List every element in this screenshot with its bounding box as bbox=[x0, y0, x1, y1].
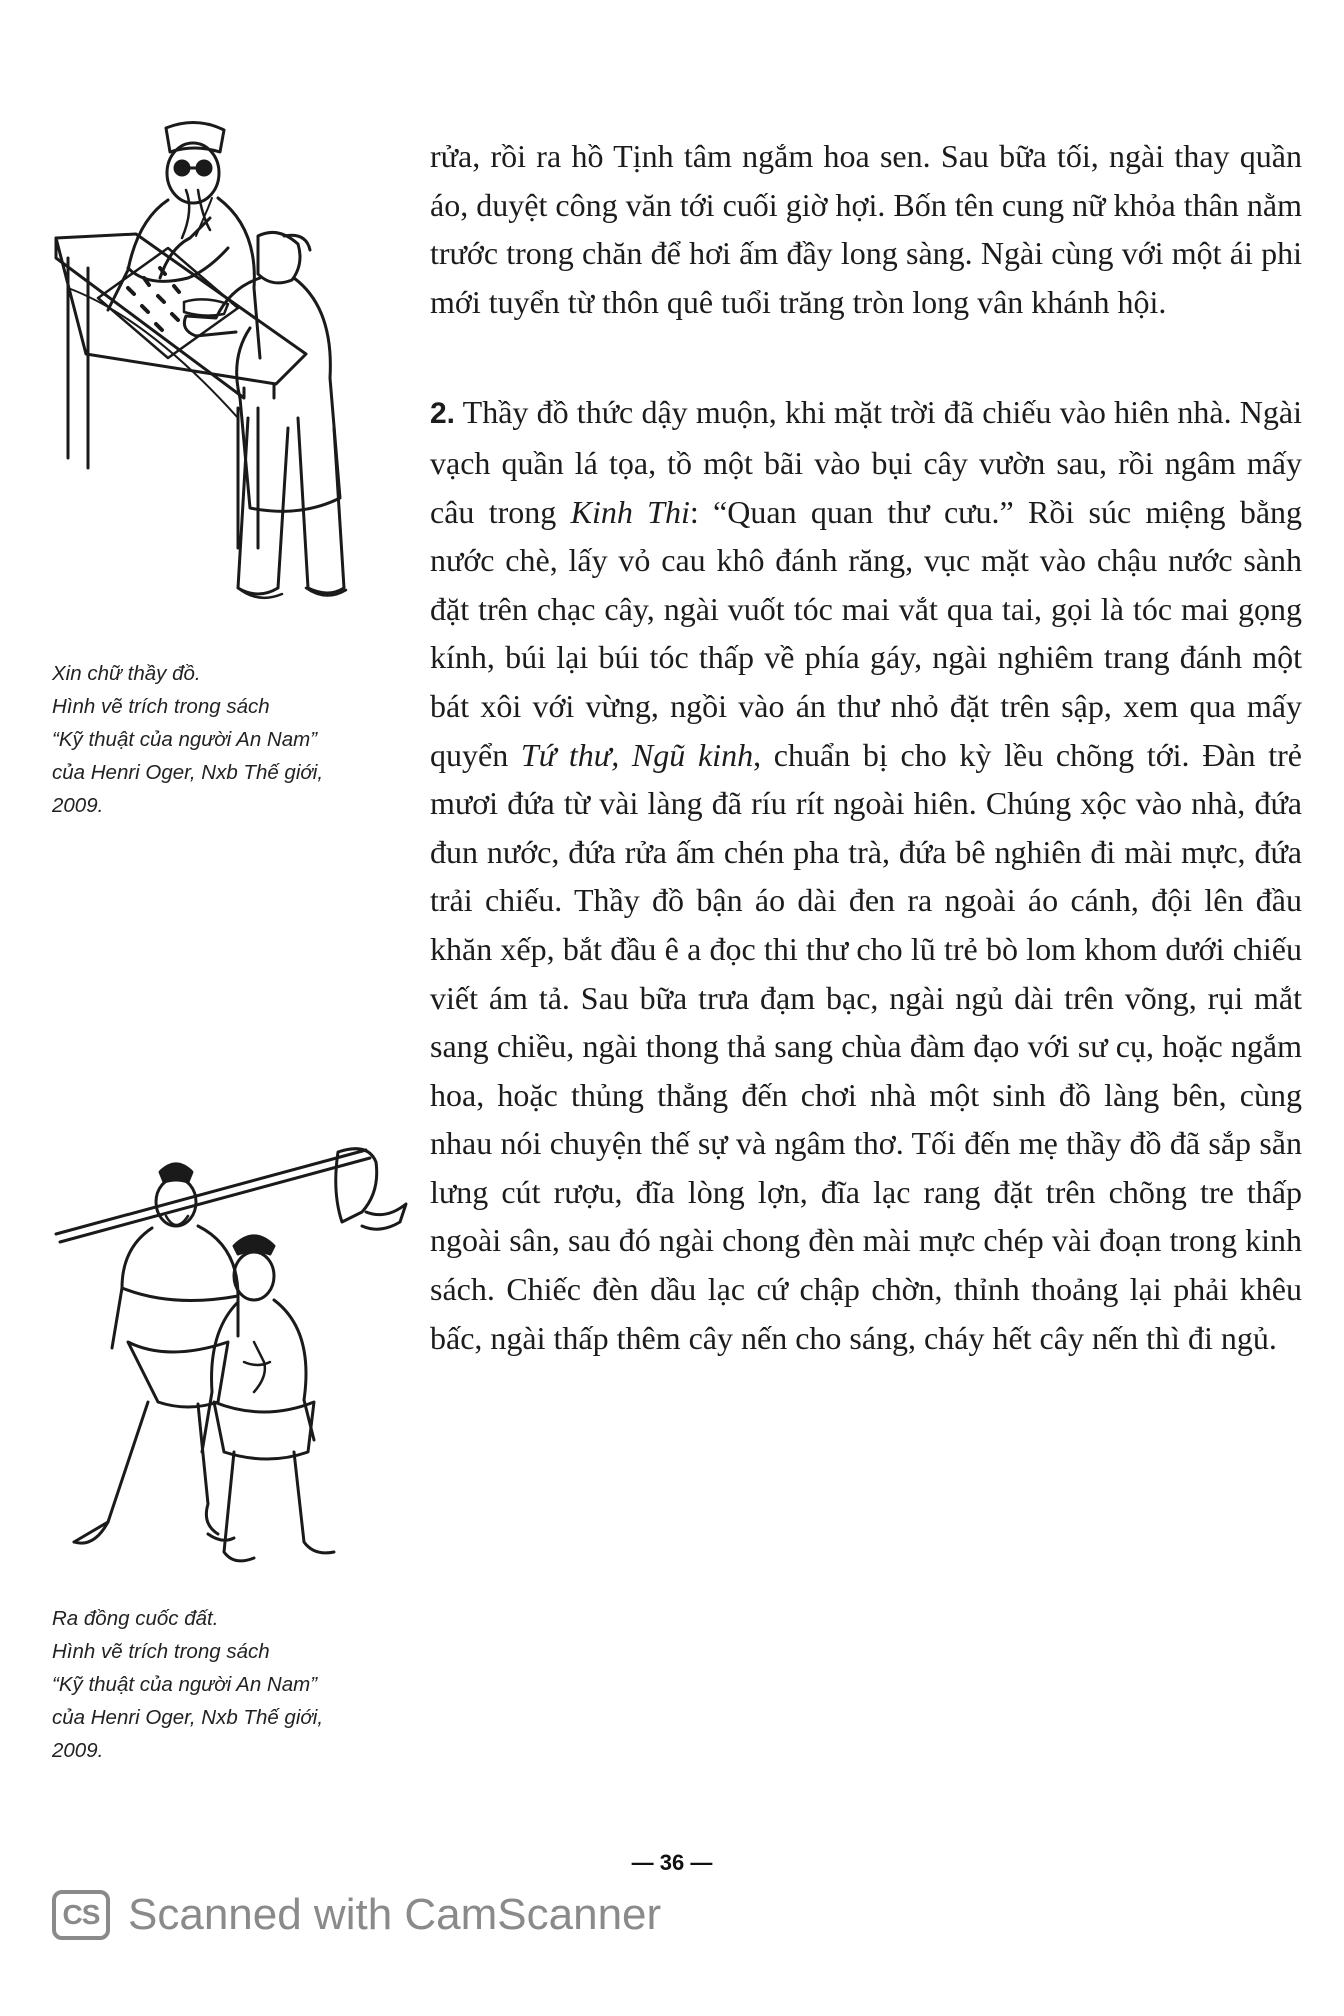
section-number: 2. bbox=[430, 397, 456, 431]
main-text bbox=[430, 132, 1302, 1362]
paragraph-text: : “Quan quan thư cưu.” Rồi súc miệng bằng nước chè, lấy vỏ cau khô đánh răng, vục mặt vào chậu nước sành đặt trên chạc cây, ngài vuốt tóc mai vắt qua tai, gọi là tóc mai gọng kính, búi lại búi tóc thấp về phía gáy, ngài nghiêm trang đánh một bát xôi với vừng, ngồi vào án thư nhỏ đặt trên sập, xem qua mấy quyển bbox=[430, 493, 1303, 773]
illustration-scholar-writing bbox=[48, 118, 388, 648]
caption-line: “Kỹ thuật của người An Nam” bbox=[52, 1673, 318, 1696]
camscanner-watermark bbox=[52, 1885, 661, 1945]
caption-line: Hình vẽ trích trong sách bbox=[52, 1640, 270, 1663]
caption-line: “Kỹ thuật của người An Nam” bbox=[52, 728, 318, 751]
caption-line: Ra đồng cuốc đất. bbox=[52, 1607, 219, 1630]
caption-scholar bbox=[52, 657, 382, 822]
caption-line: Xin chữ thầy đồ. bbox=[52, 662, 201, 685]
book-title-tu-thu: Tứ thư, Ngũ kinh bbox=[520, 736, 754, 773]
caption-field-workers bbox=[52, 1602, 382, 1767]
caption-line: của Henri Oger, Nxb Thế giới, bbox=[52, 1706, 324, 1729]
page-number: — 36 — bbox=[631, 1850, 713, 1875]
caption-line: Hình vẽ trích trong sách bbox=[52, 695, 270, 718]
caption-line: của Henri Oger, Nxb Thế giới, bbox=[52, 761, 324, 784]
watermark-text: Scanned with CamScanner bbox=[128, 1890, 662, 1939]
illustration-field-workers bbox=[48, 1142, 408, 1582]
camscanner-logo-icon: CS bbox=[52, 1890, 110, 1940]
paragraph-text: Thầy đồ thức dậy muộn, khi mặt trời đã chiếu vào hiên nhà. Ngài vạch quần lá tọa, tồ một bãi vào bụi cây vườn sau, rồi ngâm mấy câu trong bbox=[430, 394, 1302, 530]
paragraph-text: , chuẩn bị cho kỳ lều chõng tới. Đàn trẻ mươi đứa từ vài làng đã ríu rít ngoài hiên. Chúng xộc vào nhà, đứa đun nước, đứa rửa ấm chén pha trà, đứa bê nghiên đi mài mực, đứa trải chiếu. Thầy đồ bận áo dài đen ra ngoài áo cánh, đội lên đầu khăn xếp, bắt đầu ê a đọc thi thư cho lũ trẻ bò lom khom dưới chiếu viết ám tả. Sau bữa trưa đạm bạc, ngài ngủ dài trên võng, rụi mắt sang chiều, ngài thong thả sang chùa đàm đạo với sư cụ, hoặc ngắm hoa, hoặc thủng thẳng đến chơi nhà một sinh đồ làng bên, cùng nhau nói chuyện thế sự và ngâm thơ. Tối đến mẹ thầy đồ đã sắp sẵn lưng cút rượu, đĩa lòng lợn, đĩa lạc rang đặt trên chõng tre thấp ngoài sân, sau đó ngài chong đèn mài mực chép vài đoạn trong kinh sách. Chiếc đèn dầu lạc cứ chập chờn, thỉnh thoảng lại phải khêu bấc, ngài thấp thêm cây nến cho sáng, cháy hết cây nến thì đi ngủ. bbox=[430, 736, 1303, 1356]
paragraph-2 bbox=[430, 388, 1302, 1362]
paragraph-1: rửa, rồi ra hồ Tịnh tâm ngắm hoa sen. Sau bữa tối, ngài thay quần áo, duyệt công văn tới cuối giờ hợi. Bốn tên cung nữ khỏa thân nằm trước trong chăn để hơi ấm đầy long sàng. Ngài cùng với một ái phi mới tuyển từ thôn quê tuổi trăng tròn long vân khánh hội. bbox=[430, 138, 1302, 320]
caption-line: 2009. bbox=[52, 794, 104, 817]
caption-line: 2009. bbox=[52, 1739, 104, 1762]
book-title-kinh-thi: Kinh Thi bbox=[570, 493, 690, 530]
